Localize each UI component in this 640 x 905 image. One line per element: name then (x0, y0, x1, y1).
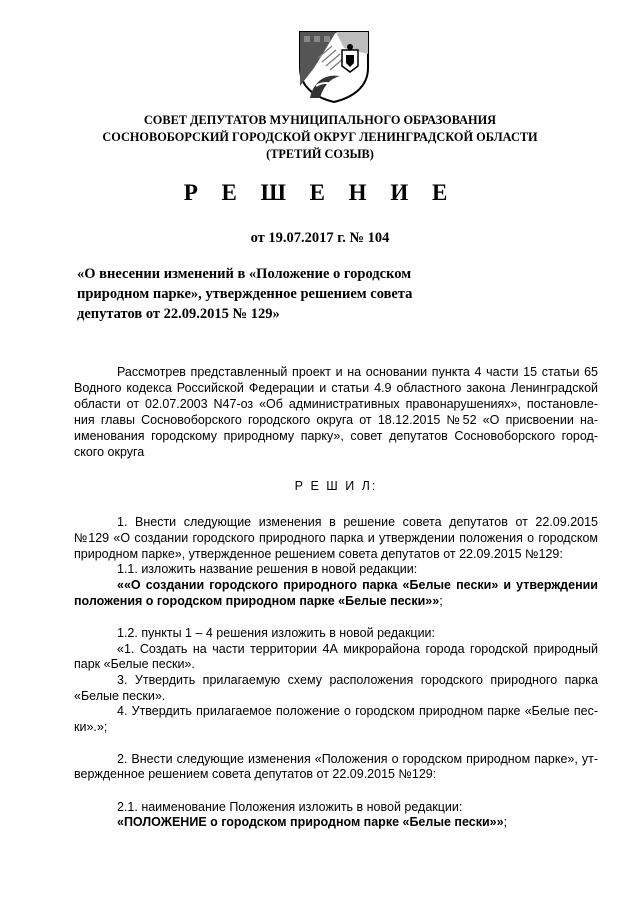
item2-1-text: 2.1. наименование Положения изложить в новой редакции: (117, 800, 463, 814)
item2-1-new-name: «ПОЛОЖЕНИЕ о городском природном парке «Белые пески»» (117, 815, 504, 829)
council-line-2: СОСНОВОБОРСКИЙ ГОРОДСКОЙ ОКРУГ ЛЕНИНГРАДСКОЙ ОБЛАСТИ (102, 130, 538, 144)
subject-line-2: природном парке», утвержденное решением совета (77, 286, 413, 302)
decision-subject (77, 264, 477, 324)
preamble-line-2: Водного кодекса Российской Федерации и статьи 4.9 областного закона Ленинградской (74, 381, 598, 395)
item2-line-1: 2. Внести следующие изменения «Положения о городском природном парке», ут- (117, 752, 598, 766)
council-line-1: СОВЕТ ДЕПУТАТОВ МУНИЦИПАЛЬНОГО ОБРАЗОВАНИЯ (143, 113, 497, 127)
item1-1-new-name-a: ««О создании городского природного парка «Белые пески» и утверждении (117, 578, 598, 592)
preamble-line-5: именования городскому природному парку», совет депутатов Сосновоборского город- (74, 429, 598, 443)
item1-1-new-name-b-wrap (74, 594, 443, 610)
item1-2-line-3: 3. Утвердить прилагаемую схему расположения городского природного парка (117, 673, 598, 687)
coat-of-arms-emblem (296, 28, 372, 104)
preamble-line-3: области от 02.07.2003 N47-оз «Об административных правонарушениях», постановле- (74, 397, 598, 411)
item1-1-tail: ; (439, 594, 443, 608)
subject-line-1: «О внесении изменений в «Положение о городском (77, 266, 412, 282)
preamble-line-6: ского округа (74, 445, 145, 459)
document-title: Р Е Ш Е Н И Е (183, 180, 457, 205)
preamble-line-1: Рассмотрев представленный проект и на основании пункта 4 части 15 статьи 65 (117, 365, 598, 379)
date-number-line: от 19.07.2017 г. № 104 (250, 230, 390, 246)
item1-2-line-6: ки».»; (74, 720, 108, 734)
council-header (0, 112, 640, 163)
item1-2-line-4: «Белые пески». (74, 689, 166, 703)
item2-1-tail: ; (503, 815, 508, 829)
item1-2-line-1: «1. Создать на части территории 4А микрорайона города городской природный (117, 642, 598, 656)
item1-line-3: природном парке», утвержденное решением совета депутатов от 22.09.2015 №129: (74, 547, 563, 561)
item1-2-text: 1.2. пункты 1 – 4 решения изложить в новой редакции: (117, 626, 436, 640)
item1-line-2: №129 «О создании городского природного парка и утверждении положения о городском (74, 531, 598, 545)
item1-1-new-name-b: положения о городском природном парке «Белые пески»» (74, 594, 440, 608)
council-line-3: (ТРЕТИЙ СОЗЫВ) (266, 147, 374, 161)
item1-1-text: 1.1. изложить название решения в новой редакции: (117, 562, 418, 576)
item1-2-line-2: парк «Белые пески». (74, 657, 195, 671)
subject-line-3: депутатов от 22.09.2015 № 129» (77, 306, 280, 322)
item2-line-2: вержденное решением совета депутатов от 22.09.2015 №129: (74, 767, 437, 781)
item2-1-new-wrap (117, 815, 507, 831)
item1-2-line-5: 4. Утвердить прилагаемое положение о городском природном парке «Белые пес- (117, 704, 598, 718)
item1-line-1: 1. Внести следующие изменения в решение совета депутатов от 22.09.2015 (117, 515, 598, 529)
resolved-heading: Р Е Ш И Л: (294, 479, 378, 493)
preamble-line-4: ния главы Сосновоборского городского округа от 18.12.2015 №52 «О присвоении на- (74, 413, 598, 427)
